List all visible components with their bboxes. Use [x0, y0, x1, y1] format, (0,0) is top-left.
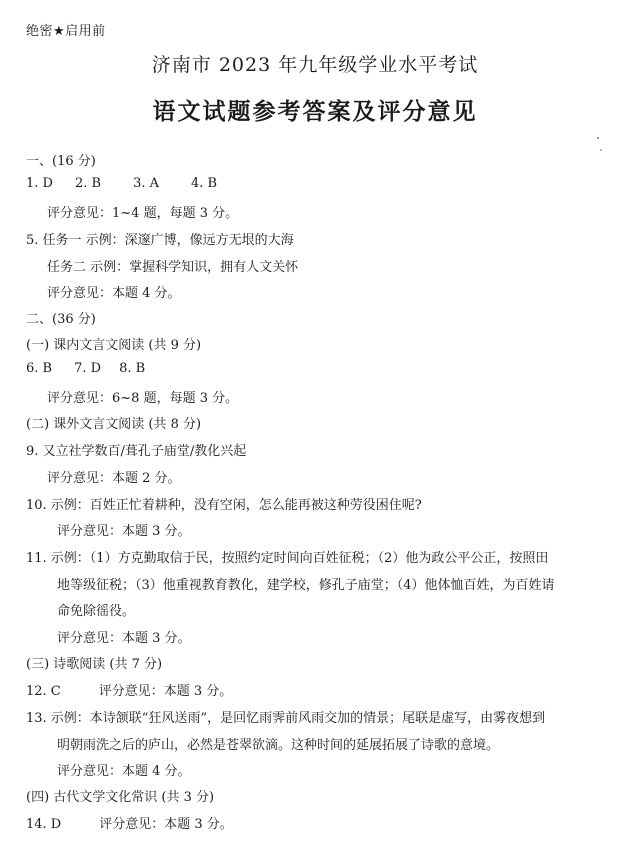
grading-note-6-8: 评分意见：6~8 题，每题 3 分。	[47, 391, 239, 406]
scan-speck	[600, 149, 602, 151]
answer-q5-task1: 5. 任务一 示例：深邃广博，像远方无垠的大海	[26, 233, 294, 248]
section-heading-2: 二、(36 分)	[26, 312, 96, 327]
grading-note-9: 评分意见：本题 2 分。	[47, 471, 181, 486]
grading-note-13: 评分意见：本题 4 分。	[57, 764, 191, 779]
subsection-heading-1: (一) 课内文言文阅读 (共 9 分)	[26, 338, 202, 353]
answer-q8: 8. B	[119, 361, 146, 376]
document-title: 语文试题参考答案及评分意见	[152, 98, 478, 125]
answer-q6: 6. B	[26, 361, 53, 376]
answer-q14-row	[26, 813, 233, 832]
answer-q4: 4. B	[191, 176, 218, 191]
grading-note-1-4: 评分意见：1~4 题，每题 3 分。	[47, 206, 239, 221]
answer-q7: 7. D	[74, 361, 102, 376]
exam-title: 济南市 2023 年九年级学业水平考试	[151, 54, 479, 76]
answer-q12: 12. C	[26, 684, 61, 699]
answers-1-4	[26, 176, 217, 191]
section-heading-1: 一、(16 分)	[26, 154, 96, 169]
answer-q13-line1: 13. 示例：本诗颔联“狂风送雨”，是回忆雨霁前风雨交加的情景；尾联是虚写，由雾夜想到	[26, 711, 546, 726]
secret-label: 绝密★启用前	[26, 24, 106, 39]
grading-note-5: 评分意见：本题 4 分。	[47, 286, 181, 301]
grading-note-12: 评分意见：本题 3 分。	[98, 684, 233, 699]
grading-note-11: 评分意见：本题 3 分。	[57, 631, 191, 646]
answer-q11-line3: 命免除徭役。	[57, 604, 136, 619]
answer-q13-line2: 明朝雨洗之后的庐山，必然是苍翠欲滴。这种时间的延展拓展了诗歌的意境。	[57, 738, 500, 753]
answers-6-8	[26, 361, 145, 376]
subsection-heading-3: (三) 诗歌阅读 (共 7 分)	[26, 657, 163, 672]
answer-q11-line2: 地等级征税；（3）他重视教育教化，建学校，修孔子庙堂；（4）他体恤百姓，为百姓请	[57, 578, 555, 593]
subsection-heading-4: (四) 古代文学文化常识 (共 3 分)	[26, 790, 215, 805]
answer-q1: 1. D	[26, 176, 53, 191]
answer-q11-line1: 11. 示例：（1）方克勤取信于民，按照约定时间向百姓征税；（2）他为政公平公正，按照田	[26, 551, 549, 566]
answer-q10: 10. 示例：百姓正忙着耕种，没有空闲，怎么能再被这种劳役困住呢?	[26, 498, 422, 513]
answer-q5-task2: 任务二 示例：掌握科学知识，拥有人文关怀	[47, 260, 299, 275]
grading-note-14: 评分意见：本题 3 分。	[99, 817, 233, 832]
subsection-heading-2: (二) 课外文言文阅读 (共 8 分)	[26, 417, 202, 432]
answer-q12-row	[26, 680, 232, 699]
answer-q3: 3. A	[133, 176, 159, 191]
answer-q2: 2. B	[74, 176, 102, 191]
grading-note-10: 评分意见：本题 3 分。	[57, 524, 191, 539]
answer-q14: 14. D	[26, 817, 62, 832]
scan-speck	[597, 137, 599, 139]
answer-q9: 9. 又立社学数百/葺孔子庙堂/教化兴起	[26, 444, 247, 459]
